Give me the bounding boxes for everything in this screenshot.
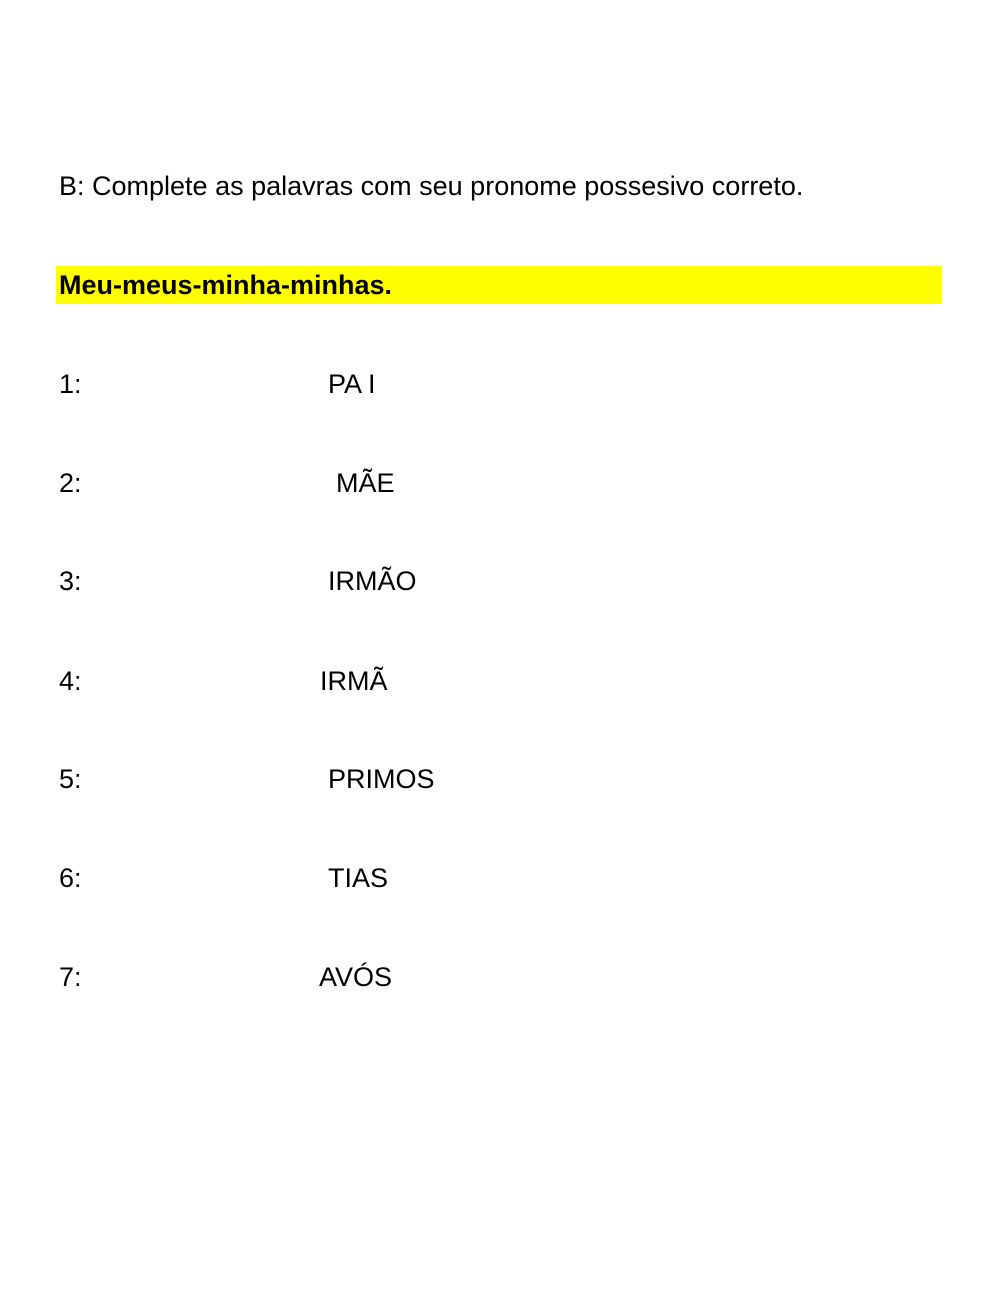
item-word: TIAS (328, 863, 389, 893)
item-number: 2: (59, 468, 82, 498)
pronoun-options: Meu-meus-minha-minhas. (59, 270, 393, 300)
exercise-item-5 (0, 763, 1000, 795)
item-number: 4: (59, 666, 82, 696)
item-word: IRMÃO (328, 566, 417, 596)
exercise-item-7 (0, 961, 1000, 993)
item-number: 3: (59, 566, 82, 596)
exercise-item-1 (0, 368, 1000, 400)
item-word: AVÓS (319, 962, 393, 992)
exercise-item-4 (0, 665, 1000, 697)
item-number: 7: (59, 962, 82, 992)
exercise-item-6 (0, 862, 1000, 894)
item-word: PA I (328, 369, 376, 399)
instruction-text: B: Complete as palavras com seu pronome possesivo correto. (59, 171, 804, 201)
exercise-item-3 (0, 565, 1000, 597)
item-number: 1: (59, 369, 82, 399)
item-word: MÃE (336, 468, 395, 498)
item-word: PRIMOS (328, 764, 435, 794)
item-word: IRMÃ (320, 666, 388, 696)
item-number: 6: (59, 863, 82, 893)
exercise-item-2 (0, 467, 1000, 499)
item-number: 5: (59, 764, 82, 794)
